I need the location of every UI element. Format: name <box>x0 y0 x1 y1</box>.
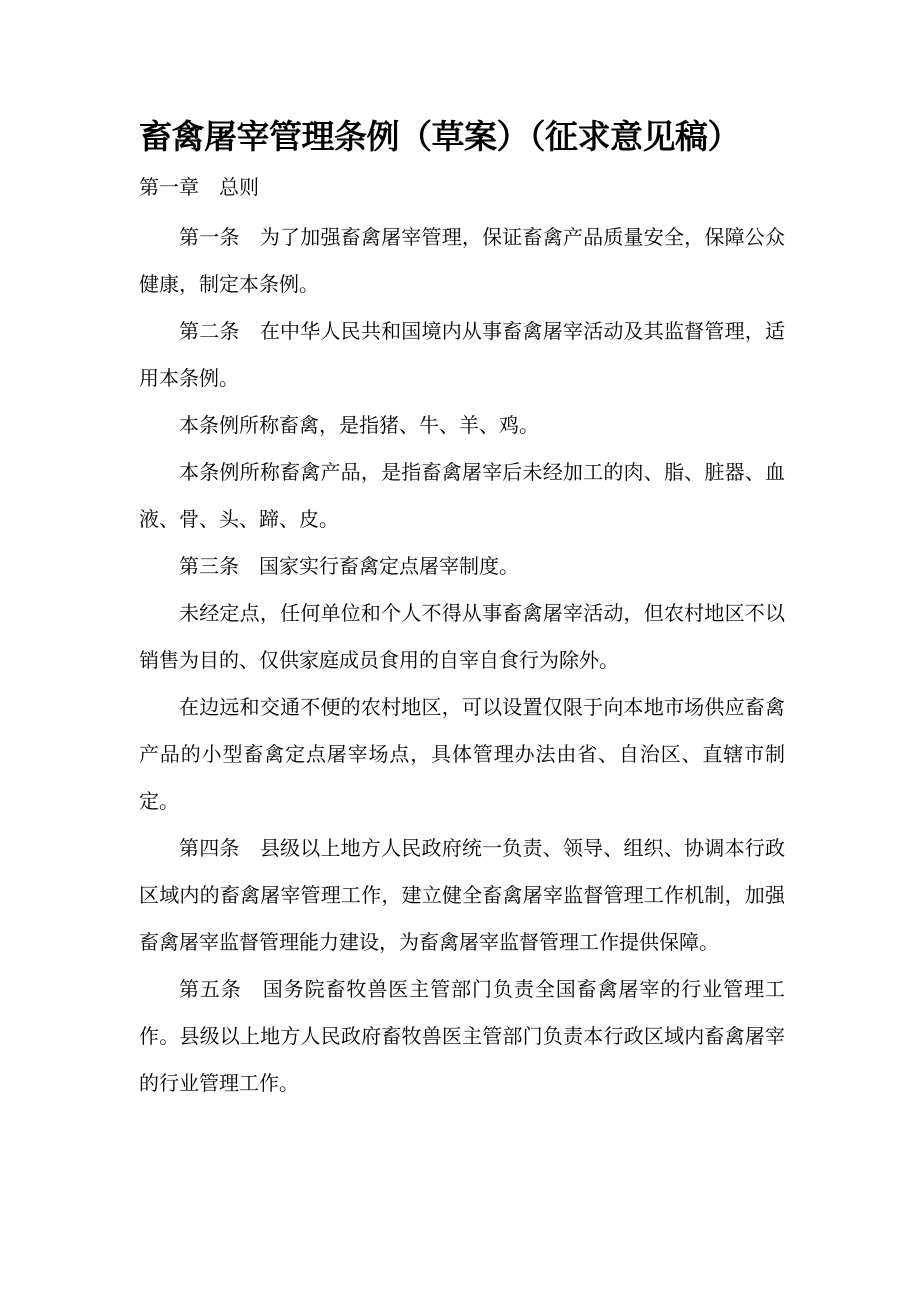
paragraph-article-3: 第三条 国家实行畜禽定点屠宰制度。 <box>179 554 519 578</box>
paragraph-designated-exception: 未经定点，任何单位和个人不得从事畜禽屠宰活动，但农村地区不以销售为目的、仅供家庭成员食用的自宰自食行为除外。 <box>139 601 785 672</box>
paragraph-livestock-definition: 本条例所称畜禽，是指猪、牛、羊、鸡。 <box>179 413 539 437</box>
paragraph-article-1: 第一条 为了加强畜禽屠宰管理，保证畜禽产品质量安全，保障公众健康，制定本条例。 <box>139 225 785 296</box>
paragraph-remote-areas: 在边远和交通不便的农村地区，可以设置仅限于向本地市场供应畜禽产品的小型畜禽定点屠宰场点，具体管理办法由省、自治区、直辖市制定。 <box>139 695 785 813</box>
paragraph-article-5: 第五条 国务院畜牧兽医主管部门负责全国畜禽屠宰的行业管理工作。县级以上地方人民政府畜牧兽医主管部门负责本行政区域内畜禽屠宰的行业管理工作。 <box>139 977 785 1095</box>
chapter-heading: 第一章 总则 <box>139 175 259 199</box>
paragraph-product-definition: 本条例所称畜禽产品，是指畜禽屠宰后未经加工的肉、脂、脏器、血液、骨、头、蹄、皮。 <box>139 460 785 531</box>
document-page <box>139 112 785 1107</box>
paragraph-article-2: 第二条 在中华人民共和国境内从事畜禽屠宰活动及其监督管理，适用本条例。 <box>139 319 785 390</box>
paragraph-article-4: 第四条 县级以上地方人民政府统一负责、领导、组织、协调本行政区域内的畜禽屠宰管理工作，建立健全畜禽屠宰监督管理工作机制，加强畜禽屠宰监督管理能力建设，为畜禽屠宰监督管理工作提供保障。 <box>139 836 785 954</box>
document-title: 畜禽屠宰管理条例（草案）（征求意见稿） <box>139 117 740 156</box>
